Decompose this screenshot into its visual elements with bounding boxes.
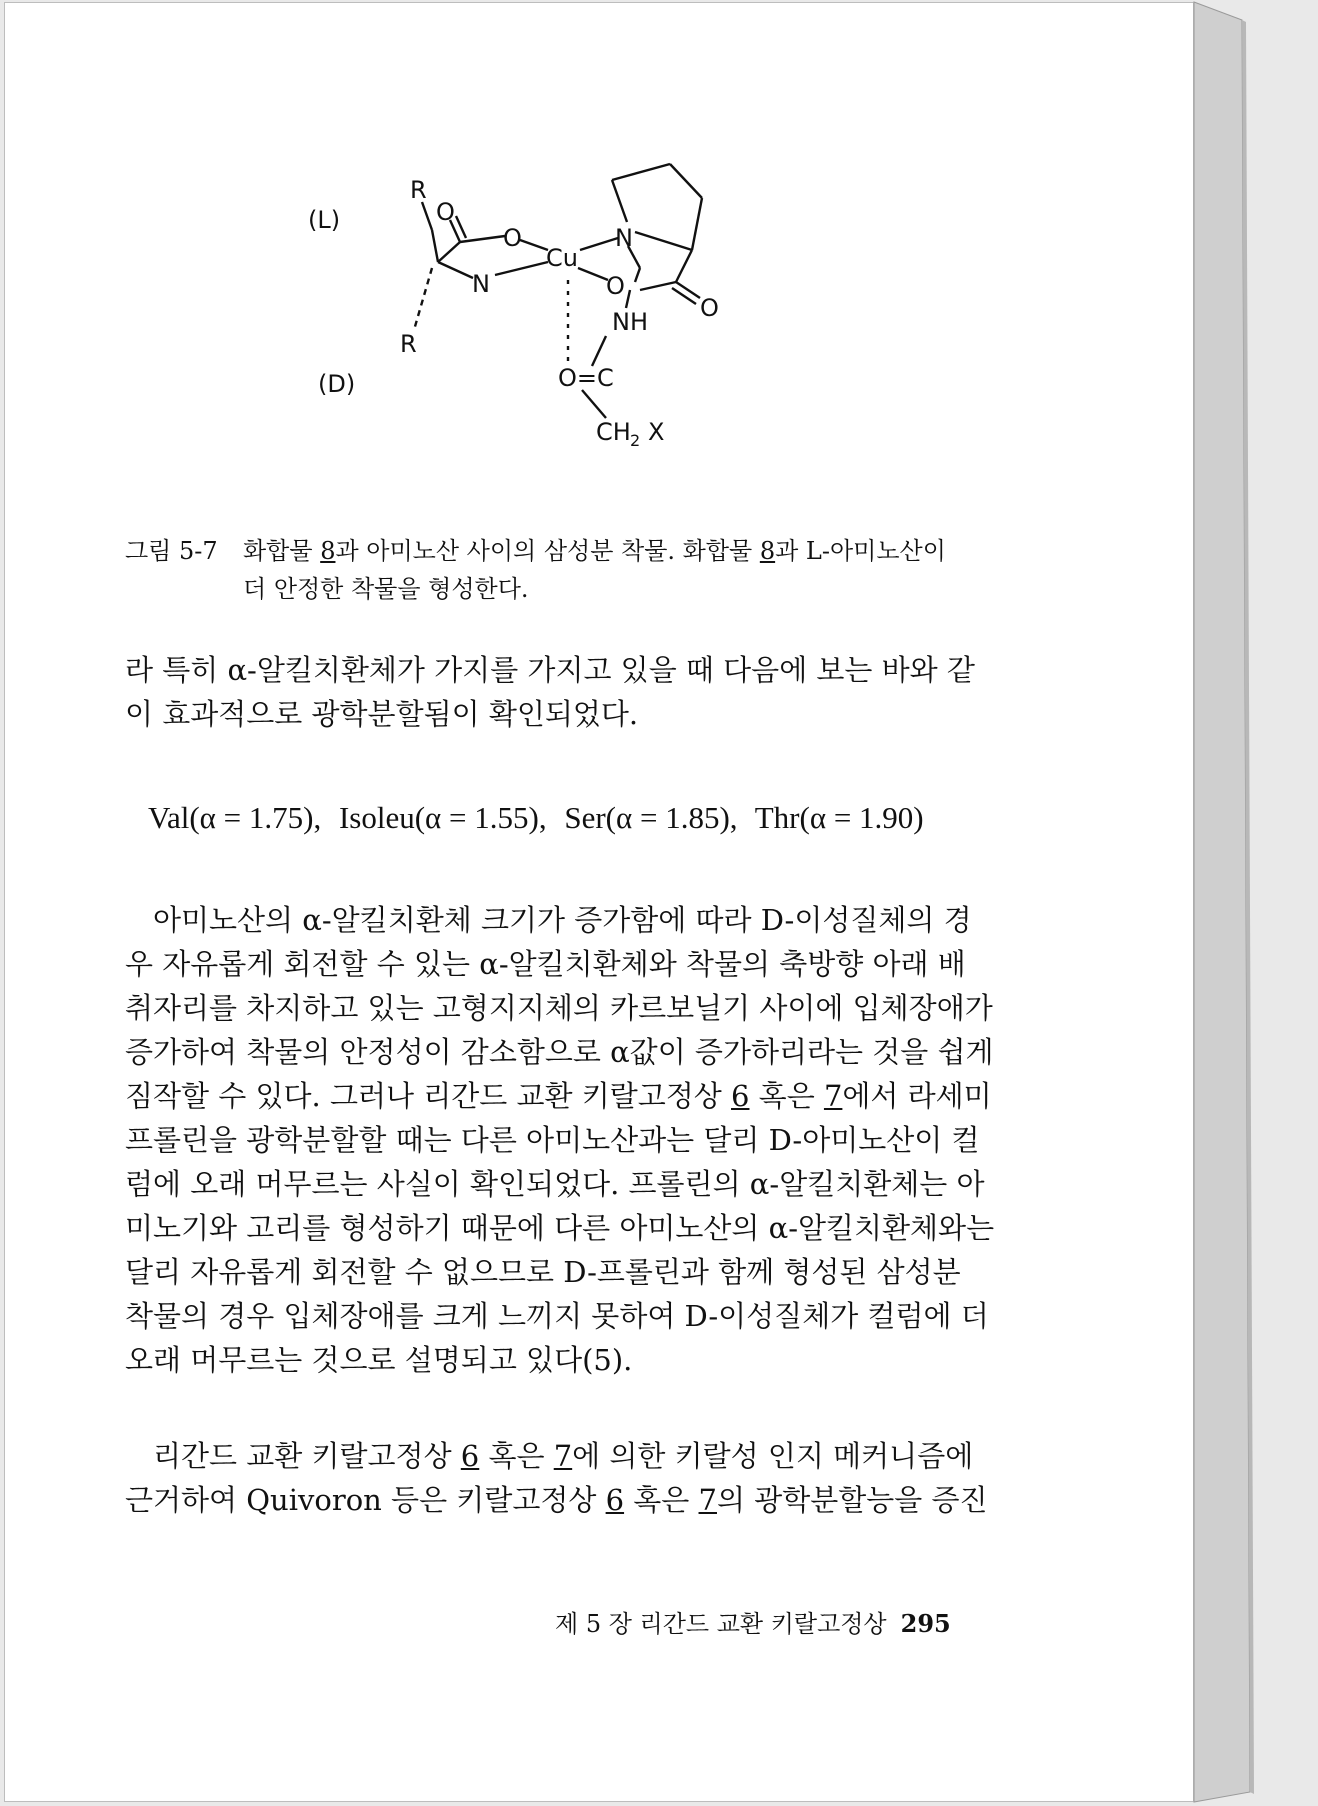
- l-configuration-label: (L): [308, 206, 341, 234]
- caption-line-1: [125, 532, 1005, 570]
- paragraph-2-line-3: 취자리를 차지하고 있는 고형지지체의 카르보닐기 사이에 입체장애가: [125, 991, 993, 1025]
- oxygen-ring-label: O: [606, 272, 625, 300]
- p2-l5-ref-6: 6: [731, 1079, 750, 1113]
- chemical-structure-figure: [308, 170, 790, 530]
- amide-carbonyl-label: O=C: [558, 364, 614, 392]
- paragraph-1-line-1: 라 특히 α-알킬치환체가 가지를 가지고 있을 때 다음에 보는 바와 같: [125, 653, 975, 687]
- d-configuration-label: (D): [318, 370, 356, 398]
- caption-text-a: 화합물: [243, 537, 321, 565]
- paragraph-2-line-11: 오래 머무르는 것으로 설명되고 있다(5).: [125, 1343, 633, 1377]
- ch2-label: CH: [596, 418, 631, 446]
- compound-ref-2: 8: [759, 537, 776, 565]
- paragraph-1: [125, 648, 993, 736]
- oxygen-ester-left-label: O: [503, 224, 522, 252]
- p3-l2-c: 의 광학분할능을 증진: [716, 1483, 988, 1517]
- paragraph-2-line-1: 아미노산의 α-알킬치환체 크기가 증가함에 따라 D-이성질체의 경: [153, 903, 972, 937]
- x-group-label: X: [648, 418, 665, 446]
- paragraph-2-line-10: 착물의 경우 입체장애를 크게 느끼지 못하여 D-이성질체가 컬럼에 더: [125, 1299, 989, 1333]
- paragraph-2-line-9: 달리 자유롭게 회전할 수 없으므로 D-프롤린과 함께 형성된 삼성분: [125, 1255, 961, 1289]
- figure-number: 그림 5-7: [125, 537, 218, 565]
- p3-l1-c: 에 의한 키랄성 인지 메커니즘에: [572, 1439, 974, 1473]
- oxygen-carbonyl-right-label: O: [700, 294, 719, 322]
- paragraph-3: [125, 1434, 993, 1522]
- p3-l1-a: 리간드 교환 키랄고정상: [153, 1439, 461, 1473]
- p3-l1-ref-6: 6: [460, 1439, 480, 1473]
- p3-l2-ref-6: 6: [605, 1483, 625, 1517]
- oxygen-carbonyl-left-label: O: [436, 198, 455, 226]
- chapter-title: 제 5 장 리간드 교환 키랄고정상: [555, 1610, 887, 1638]
- p3-l1-ref-7: 7: [553, 1439, 573, 1473]
- p2-l5-a: 짐작할 수 있다. 그러나 리간드 교환 키랄고정상: [125, 1079, 732, 1113]
- caption-line-2: 더 안정한 착물을 형성한다.: [243, 575, 529, 603]
- equation-ser: Ser(α = 1.85),: [564, 800, 738, 835]
- nitrogen-right-label: N: [615, 224, 633, 252]
- book-spine: [1194, 2, 1286, 1802]
- caption-text-c: 과 L-아미노산이: [775, 537, 946, 565]
- p3-l2-a: 근거하여 Quivoron 등은 키랄고정상: [125, 1483, 606, 1517]
- paragraph-2-line-6: 프롤린을 광학분할할 때는 다른 아미노산과는 달리 D-아미노산이 컬: [125, 1123, 980, 1157]
- p3-l1-b: 혹은: [479, 1439, 554, 1473]
- paragraph-2: [125, 898, 993, 1382]
- paragraph-2-line-4: 증가하여 착물의 안정성이 감소함으로 α값이 증가하리라는 것을 쉽게: [125, 1035, 994, 1069]
- paragraph-3-line-2: [125, 1478, 993, 1522]
- ch2-subscript: 2: [630, 431, 641, 450]
- paragraph-2-line-7: 럼에 오래 머무르는 사실이 확인되었다. 프롤린의 α-알킬치환체는 아: [125, 1167, 985, 1201]
- alpha-values-equation: [148, 800, 934, 836]
- p2-l5-b: 혹은: [749, 1079, 824, 1113]
- p2-l5-ref-7: 7: [823, 1079, 843, 1113]
- equation-thr: Thr(α = 1.90): [754, 800, 924, 835]
- page-footer: [555, 1604, 951, 1639]
- p3-l2-b: 혹은: [624, 1483, 699, 1517]
- r-bottom-label: R: [400, 330, 417, 358]
- nh-label: NH: [612, 308, 648, 336]
- equation-isoleu: Isoleu(α = 1.55),: [338, 800, 547, 835]
- p3-l2-ref-7: 7: [698, 1483, 717, 1517]
- page-number: 295: [900, 1609, 951, 1638]
- compound-ref-1: 8: [320, 537, 336, 565]
- r-top-label: R: [410, 176, 427, 204]
- paragraph-3-line-1: [125, 1434, 993, 1478]
- paragraph-2-line-8: 미노기와 고리를 형성하기 때문에 다른 아미노산의 α-알킬치환체와는: [125, 1211, 995, 1245]
- p2-l5-c: 에서 라세미: [842, 1079, 992, 1113]
- figure-caption: [125, 532, 1005, 608]
- nitrogen-left-label: N: [472, 270, 490, 298]
- equation-val: Val(α = 1.75),: [148, 800, 322, 835]
- caption-text-b: 과 아미노산 사이의 삼성분 착물. 화합물: [335, 537, 760, 565]
- copper-label: Cu: [546, 244, 578, 272]
- paragraph-2-line-2: 우 자유롭게 회전할 수 있는 α-알킬치환체와 착물의 축방향 아래 배: [125, 947, 966, 981]
- paragraph-1-line-2: 이 효과적으로 광학분할됨이 확인되었다.: [125, 697, 639, 731]
- paragraph-2-line-5: [125, 1074, 993, 1118]
